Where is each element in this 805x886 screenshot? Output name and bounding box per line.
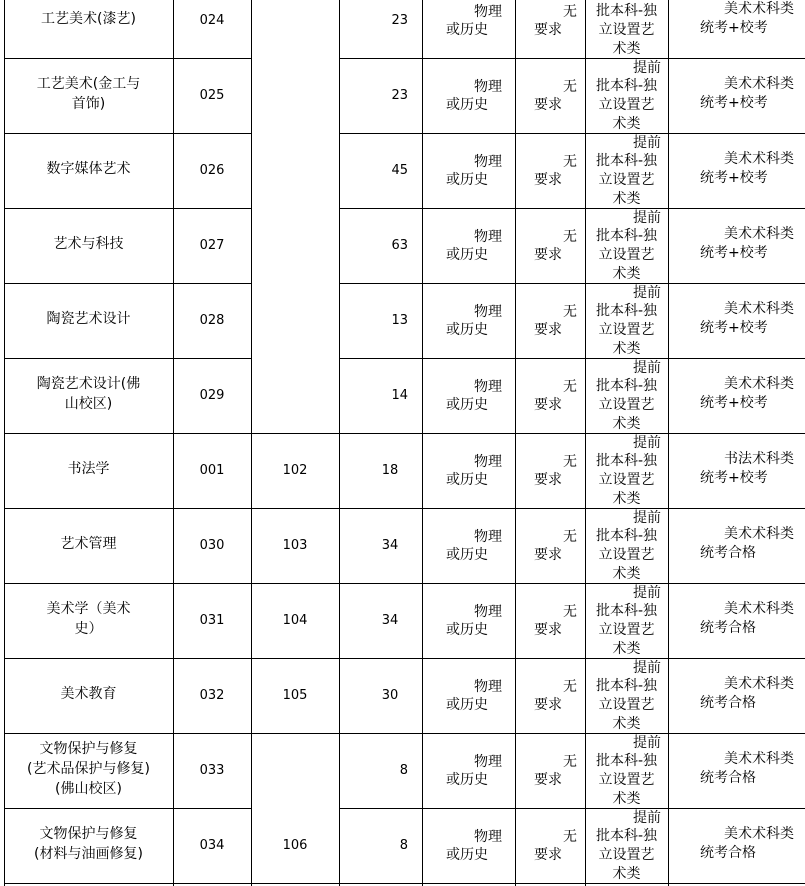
batch-label: 立设置艺 (598, 697, 655, 713)
group-code: 103 (282, 538, 308, 553)
group-code: 105 (282, 688, 308, 703)
plan-count: 8 (399, 838, 408, 853)
major-name: 艺术管理 (60, 536, 117, 552)
batch-label: 立设置艺 (598, 547, 655, 563)
subject-requirement: 或历史 (446, 97, 488, 113)
exam-requirement: 美术术科类 (724, 676, 794, 692)
exam-requirement: 美术术科类 (724, 301, 794, 317)
plan-count: 34 (381, 538, 399, 553)
major-name: (艺术品保护与修复) (27, 761, 150, 777)
batch-label: 术类 (612, 191, 641, 207)
batch-label: 提前 (633, 210, 661, 226)
row-divider (339, 358, 805, 359)
exam-requirement: 统考合格 (700, 620, 756, 636)
subject-requirement: 或历史 (446, 22, 488, 38)
other-requirement: 无 (563, 679, 577, 695)
batch-label: 提前 (633, 135, 661, 151)
major-name: 陶瓷艺术设计(佛 (36, 376, 141, 392)
plan-count: 63 (391, 238, 408, 253)
exam-requirement: 统考+校考 (700, 20, 768, 36)
subject-requirement: 物理 (474, 154, 502, 170)
major-name: 文物保护与修复 (39, 741, 138, 757)
major-name: 数字媒体艺术 (46, 161, 131, 177)
subject-requirement: 或历史 (446, 847, 488, 863)
batch-label: 立设置艺 (598, 397, 655, 413)
exam-requirement: 统考+校考 (700, 170, 768, 186)
batch-label: 立设置艺 (598, 247, 655, 263)
other-requirement: 无 (563, 829, 577, 845)
other-requirement: 要求 (534, 397, 562, 413)
batch-label: 提前 (633, 60, 661, 76)
major-name: 美术学（美术 (46, 601, 131, 617)
batch-label: 术类 (612, 866, 641, 882)
other-requirement: 无 (563, 754, 577, 770)
batch-label: 批本科-独 (595, 78, 658, 94)
subject-requirement: 物理 (474, 304, 502, 320)
subject-requirement: 物理 (474, 79, 502, 95)
exam-requirement: 统考+校考 (700, 470, 768, 486)
exam-requirement: 统考+校考 (700, 395, 768, 411)
exam-requirement: 统考合格 (700, 845, 756, 861)
plan-count: 18 (381, 463, 399, 478)
major-name: 山校区) (64, 396, 113, 412)
subject-requirement: 物理 (474, 229, 502, 245)
subject-requirement: 物理 (474, 529, 502, 545)
batch-label: 批本科-独 (595, 753, 658, 769)
row-divider (339, 58, 805, 59)
plan-count: 14 (391, 388, 408, 403)
other-requirement: 要求 (534, 22, 562, 38)
plan-count: 8 (399, 763, 408, 778)
batch-label: 立设置艺 (598, 22, 655, 38)
exam-requirement: 美术术科类 (724, 751, 794, 767)
batch-label: 术类 (612, 491, 641, 507)
batch-label: 术类 (612, 566, 641, 582)
plan-count: 13 (391, 313, 408, 328)
batch-label: 立设置艺 (598, 322, 655, 338)
other-requirement: 无 (563, 604, 577, 620)
other-requirement: 要求 (534, 697, 562, 713)
major-name: 工艺美术(金工与 (36, 76, 141, 92)
batch-label: 批本科-独 (595, 678, 658, 694)
row-divider (4, 133, 251, 134)
column-divider (251, 0, 252, 886)
subject-requirement: 或历史 (446, 172, 488, 188)
subject-requirement: 或历史 (446, 772, 488, 788)
batch-label: 术类 (612, 116, 641, 132)
major-code: 026 (199, 163, 225, 178)
batch-label: 术类 (612, 266, 641, 282)
major-name: 艺术与科技 (53, 236, 124, 252)
major-code: 028 (199, 313, 225, 328)
batch-label: 术类 (612, 41, 641, 57)
plan-count: 30 (381, 688, 399, 703)
subject-requirement: 或历史 (446, 697, 488, 713)
plan-count: 23 (391, 88, 408, 103)
exam-requirement: 统考合格 (700, 545, 756, 561)
other-requirement: 要求 (534, 547, 562, 563)
subject-requirement: 物理 (474, 4, 502, 20)
exam-requirement: 美术术科类 (724, 826, 794, 842)
subject-requirement: 物理 (474, 604, 502, 620)
row-divider (4, 583, 805, 584)
batch-label: 批本科-独 (595, 828, 658, 844)
row-divider (4, 58, 251, 59)
subject-requirement: 物理 (474, 454, 502, 470)
batch-label: 提前 (633, 735, 661, 751)
batch-label: 提前 (633, 660, 661, 676)
subject-requirement: 物理 (474, 829, 502, 845)
exam-requirement: 美术术科类 (724, 1, 794, 17)
row-divider (339, 208, 805, 209)
row-divider (4, 883, 805, 884)
batch-label: 提前 (633, 810, 661, 826)
row-divider (4, 508, 805, 509)
exam-requirement: 美术术科类 (724, 76, 794, 92)
subject-requirement: 物理 (474, 679, 502, 695)
other-requirement: 要求 (534, 622, 562, 638)
major-code: 027 (199, 238, 225, 253)
major-code: 025 (199, 88, 225, 103)
batch-label: 提前 (633, 285, 661, 301)
other-requirement: 无 (563, 4, 577, 20)
exam-requirement: 美术术科类 (724, 601, 794, 617)
major-code: 030 (199, 538, 225, 553)
major-code: 034 (199, 838, 225, 853)
row-divider (4, 433, 805, 434)
plan-count: 23 (391, 13, 408, 28)
batch-label: 立设置艺 (598, 772, 655, 788)
batch-label: 术类 (612, 341, 641, 357)
batch-label: 立设置艺 (598, 172, 655, 188)
other-requirement: 要求 (534, 847, 562, 863)
batch-label: 提前 (633, 585, 661, 601)
batch-label: 立设置艺 (598, 472, 655, 488)
major-name: 美术教育 (60, 686, 117, 702)
batch-label: 批本科-独 (595, 3, 658, 19)
exam-requirement: 美术术科类 (724, 226, 794, 242)
other-requirement: 无 (563, 379, 577, 395)
subject-requirement: 或历史 (446, 547, 488, 563)
batch-label: 立设置艺 (598, 847, 655, 863)
batch-label: 批本科-独 (595, 153, 658, 169)
batch-label: 术类 (612, 791, 641, 807)
batch-label: 立设置艺 (598, 97, 655, 113)
batch-label: 立设置艺 (598, 622, 655, 638)
exam-requirement: 美术术科类 (724, 526, 794, 542)
major-code: 029 (199, 388, 225, 403)
plan-count: 45 (391, 163, 408, 178)
row-divider (4, 733, 805, 734)
batch-label: 提前 (633, 510, 661, 526)
other-requirement: 无 (563, 529, 577, 545)
batch-label: 批本科-独 (595, 228, 658, 244)
batch-label: 提前 (633, 360, 661, 376)
exam-requirement: 统考+校考 (700, 320, 768, 336)
row-divider (4, 358, 251, 359)
exam-requirement: 美术术科类 (724, 151, 794, 167)
exam-requirement: 书法术科类 (724, 451, 794, 467)
major-name: 文物保护与修复 (39, 826, 138, 842)
subject-requirement: 物理 (474, 379, 502, 395)
subject-requirement: 或历史 (446, 397, 488, 413)
major-name: 史） (74, 621, 103, 637)
group-code: 106 (282, 838, 308, 853)
row-divider (339, 808, 805, 809)
other-requirement: 要求 (534, 172, 562, 188)
subject-requirement: 或历史 (446, 622, 488, 638)
batch-label: 批本科-独 (595, 303, 658, 319)
other-requirement: 无 (563, 304, 577, 320)
other-requirement: 要求 (534, 772, 562, 788)
row-divider (4, 658, 805, 659)
other-requirement: 无 (563, 454, 577, 470)
major-name: 工艺美术(漆艺) (41, 11, 136, 27)
row-divider (4, 283, 251, 284)
exam-requirement: 统考合格 (700, 695, 756, 711)
row-divider (4, 208, 251, 209)
row-divider (4, 808, 251, 809)
major-name: (佛山校区) (55, 781, 122, 797)
group-code: 104 (282, 613, 308, 628)
other-requirement: 无 (563, 229, 577, 245)
other-requirement: 无 (563, 154, 577, 170)
major-name: 首饰) (71, 96, 106, 112)
other-requirement: 要求 (534, 322, 562, 338)
major-code: 024 (199, 13, 225, 28)
major-code: 001 (199, 463, 225, 478)
batch-label: 术类 (612, 641, 641, 657)
other-requirement: 要求 (534, 97, 562, 113)
other-requirement: 要求 (534, 472, 562, 488)
row-divider (339, 283, 805, 284)
subject-requirement: 物理 (474, 754, 502, 770)
batch-label: 批本科-独 (595, 453, 658, 469)
batch-label: 批本科-独 (595, 603, 658, 619)
batch-label: 批本科-独 (595, 528, 658, 544)
exam-requirement: 统考+校考 (700, 95, 768, 111)
other-requirement: 要求 (534, 247, 562, 263)
batch-label: 术类 (612, 716, 641, 732)
subject-requirement: 或历史 (446, 247, 488, 263)
exam-requirement: 美术术科类 (724, 376, 794, 392)
batch-label: 提前 (633, 435, 661, 451)
other-requirement: 无 (563, 79, 577, 95)
major-name: 陶瓷艺术设计 (46, 311, 131, 327)
major-code: 031 (199, 613, 225, 628)
exam-requirement: 统考+校考 (700, 245, 768, 261)
batch-label: 批本科-独 (595, 378, 658, 394)
major-code: 032 (199, 688, 225, 703)
row-divider (339, 133, 805, 134)
major-name: 书法学 (67, 461, 110, 477)
subject-requirement: 或历史 (446, 322, 488, 338)
major-code: 033 (199, 763, 225, 778)
major-name: (材料与油画修复) (34, 846, 143, 862)
exam-requirement: 统考合格 (700, 770, 756, 786)
subject-requirement: 或历史 (446, 472, 488, 488)
plan-count: 34 (381, 613, 399, 628)
group-code: 102 (282, 463, 308, 478)
batch-label: 术类 (612, 416, 641, 432)
